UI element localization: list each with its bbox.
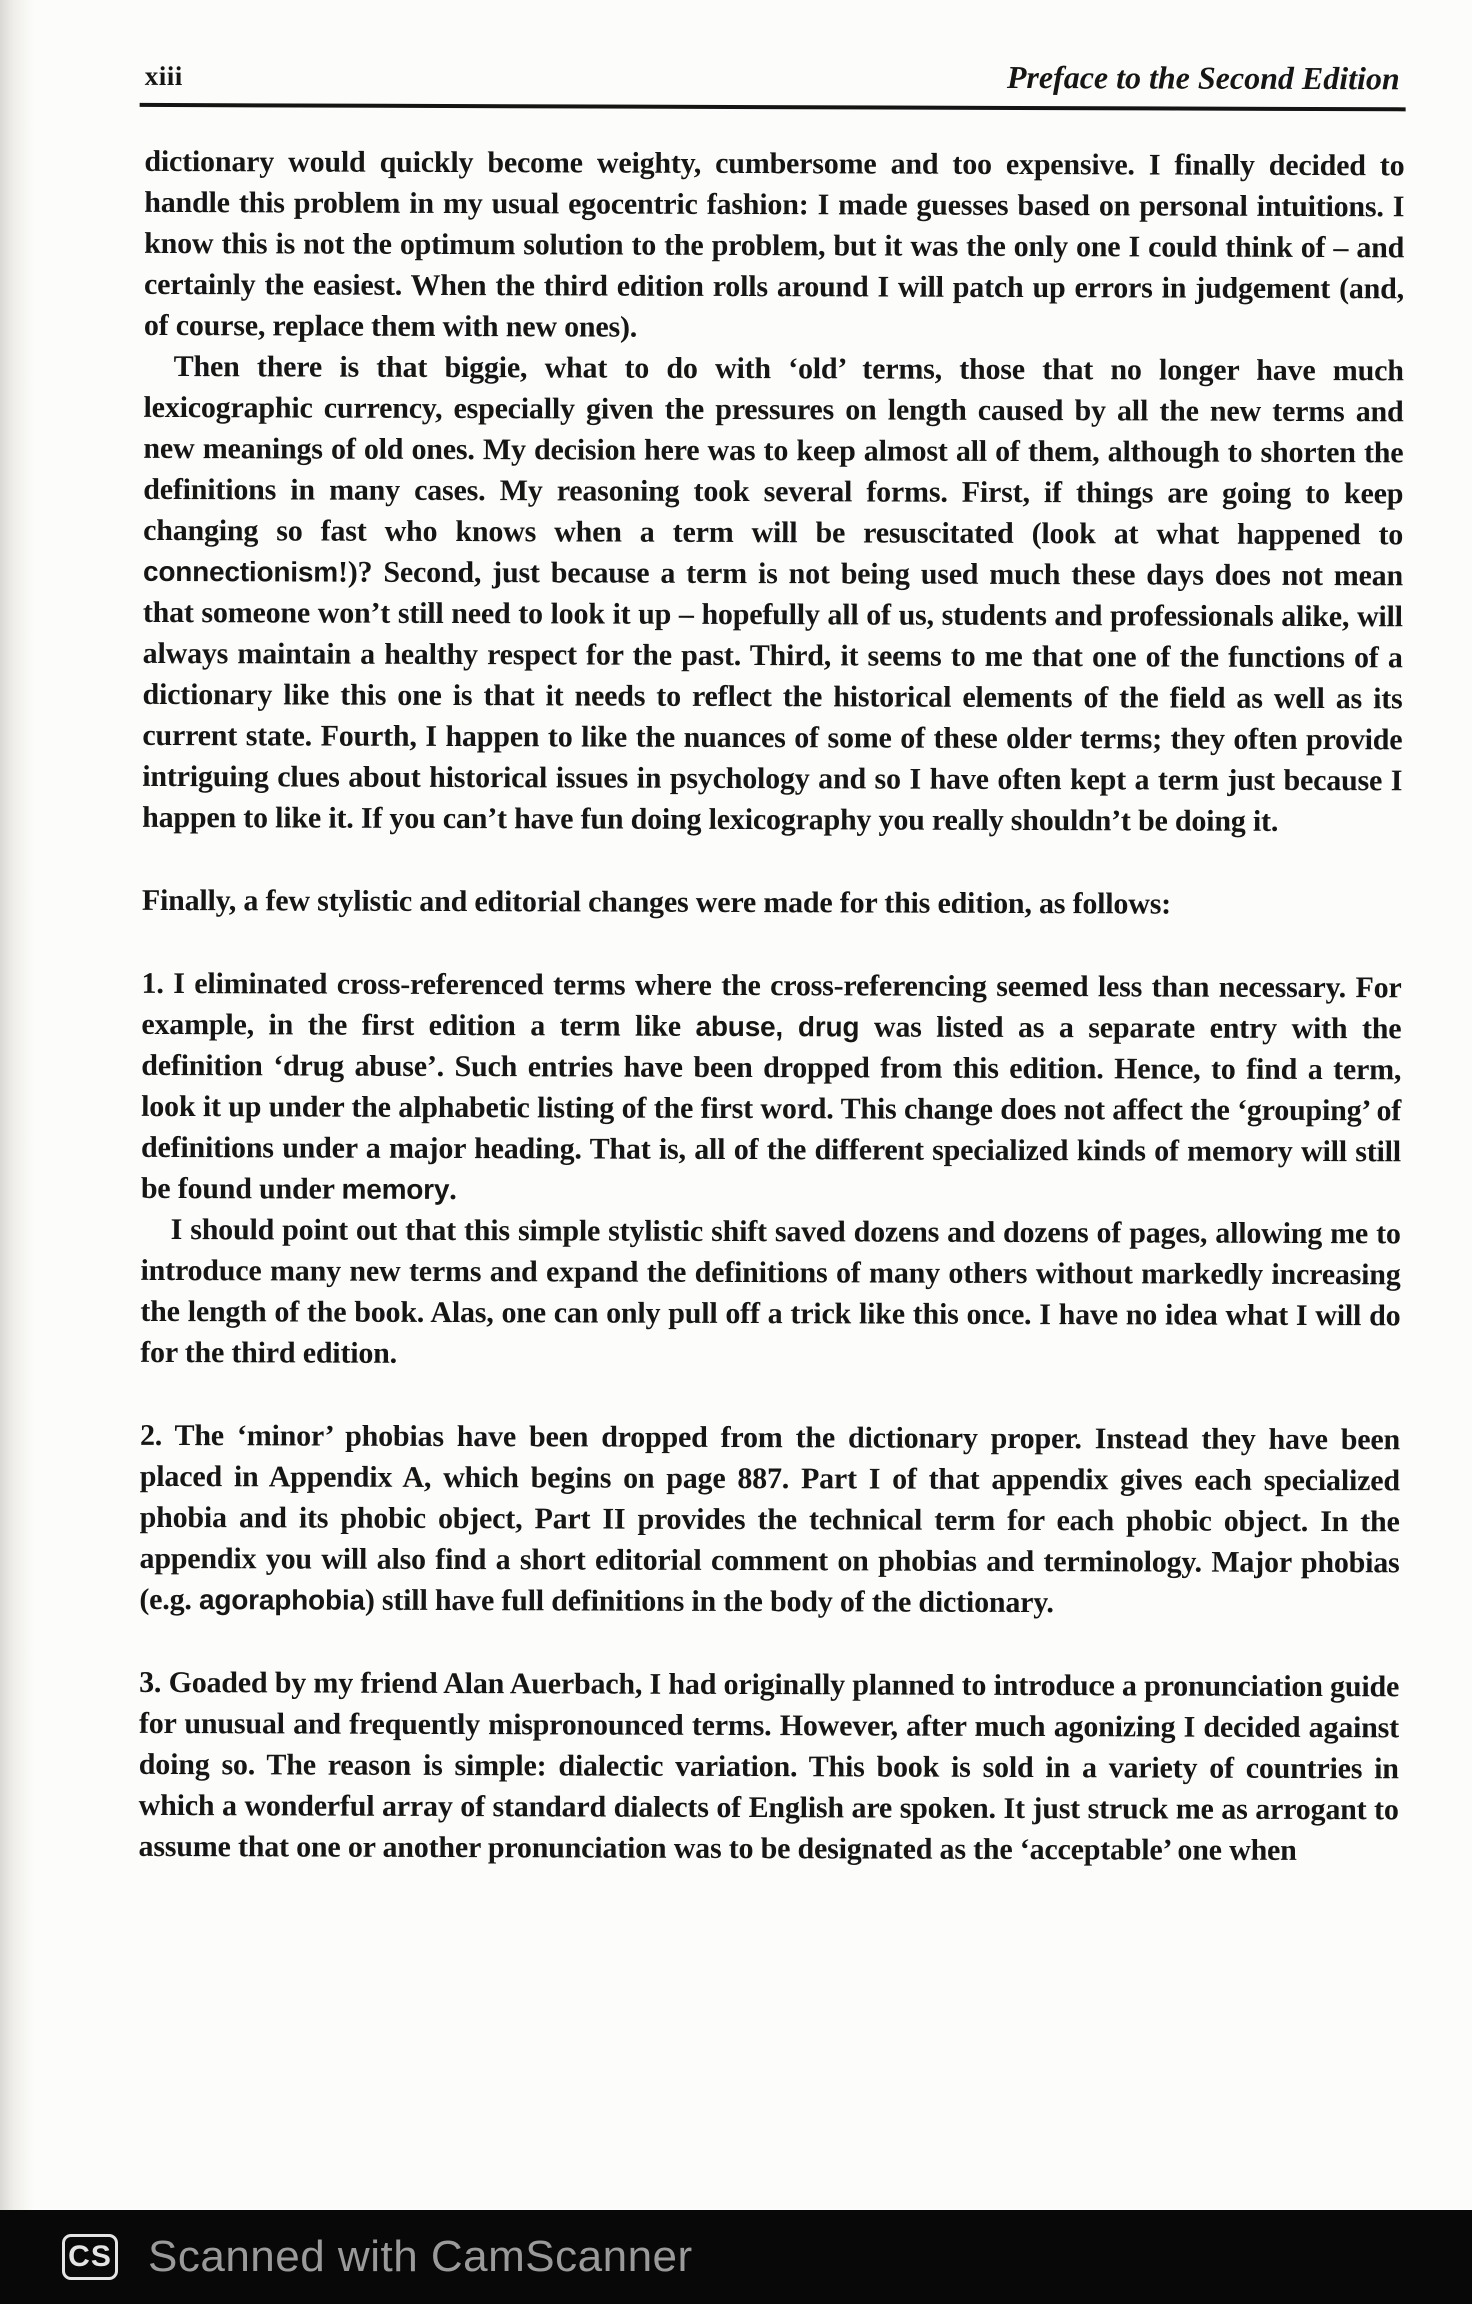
bold-term: connectionism — [142, 555, 339, 588]
page-header — [145, 56, 1400, 97]
text-segment: I should point out that this simple stylistic shift saved dozens and dozens of pages, allowing me to introduce many new terms and expand the definitions of many others without markedly increasing the length of the book. Alas, one can only pull off a trick like this once. I have no idea what I will do for the third edition. — [140, 1213, 1401, 1370]
bold-term: abuse, drug — [695, 1010, 860, 1043]
header-rule — [140, 103, 1406, 111]
paragraph-item-2 — [139, 1415, 1400, 1624]
paragraph-item-1 — [141, 963, 1402, 1213]
camscanner-bar — [0, 2210, 1472, 2304]
paragraph-item-3 — [138, 1662, 1399, 1871]
text-segment: 2. The ‘minor’ phobias have been dropped from the dictionary proper. Instead they have been placed in Appendix A, which begins on page 887. Part I of that appendix gives each specialized phobia and its phobic object, Part II provides the technical term for each phobic object. In the appendix you will also find a short editorial comment on phobias and terminology. Major phobias (e.g. — [139, 1418, 1401, 1617]
text-segment: 3. Goaded by my friend Alan Auerbach, I had originally planned to introduce a pronunciation guide for unusual and frequently mispronounced terms. However, after much agonizing I decided against doing so. The reason is simple: dialectic variation. This book is sold in a variety of countries in which a wonderful array of standard dialects of English are spoken. It just struck me as arrogant to assume that one or another pronunciation was to be designated as the ‘acceptable’ one when — [138, 1665, 1400, 1867]
bold-term: memory — [341, 1173, 450, 1206]
text-segment: !)? Second, just because a term is not being used much these days does not mean that someone won’t still need to look it up – hopefully all of us, students and professionals alike, will always maintain a healthy respect for the past. Third, it seems to me that one of the functions of a dictionary like this one is that it needs to reflect the historical elements of the field as well as its current state. Fourth, I happen to like the nuances of some of these older terms; they often provide intriguing clues about historical issues in psychology and so I have often kept a term just because I happen to like it. If you can’t have fun doing lexicography you really shouldn’t be doing it. — [142, 555, 1404, 838]
paragraph-continuation — [144, 141, 1405, 350]
text-segment: Then there is that biggie, what to do with ‘old’ terms, those that no longer have much lexicographic currency, especially given the pressures on length caused by all the new terms and new meanings of old ones. My decision here was to keep almost all of them, although to shorten the definitions in many cases. My reasoning took several forms. First, if things are going to keep changing so fast who knows when a term will be resuscitated (look at what happened to — [143, 350, 1404, 552]
body-text — [138, 141, 1404, 1871]
text-segment: was listed as a separate entry with the definition ‘drug abuse’. Such entries have been dropped from this edition. Hence, to find a term, look it up under the alphabetic listing of the first word. This change does not affect the ‘grouping’ of definitions under a major heading. That is, all of the different specialized kinds of memory will still be found under — [140, 1010, 1402, 1206]
page-number: xiii — [144, 60, 183, 92]
text-segment: ) still have full definitions in the body of the dictionary. — [364, 1583, 1054, 1620]
camscanner-logo-icon: CS — [62, 2234, 118, 2280]
text-segment: 1. I eliminated cross-referenced terms where the cross-referencing seemed less than necessary. For example, in the first edition a term like — [141, 966, 1402, 1043]
header-title: Preface to the Second Edition — [1006, 58, 1400, 97]
camscanner-watermark-text: Scanned with CamScanner — [148, 2232, 693, 2281]
text-segment: . — [449, 1173, 457, 1207]
paragraph-item-1-note — [140, 1209, 1401, 1377]
bold-term: agoraphobia — [198, 1584, 365, 1616]
paragraph-finally — [142, 880, 1402, 925]
text-segment: dictionary would quickly become weighty, cumbersome and too expensive. I finally decided to handle this problem in my usual egocentric fashion: I made guesses based on personal intuitions. I know this is not the optimum solution to the problem, but it was the only one I could think of – and certainly the easiest. When the third edition rolls around I will patch up errors in judgement (and, of course, replace them with new ones). — [143, 144, 1405, 344]
paragraph-old-terms — [142, 346, 1404, 842]
text-segment: Finally, a few stylistic and editorial changes were made for this edition, as follows: — [141, 883, 1172, 921]
